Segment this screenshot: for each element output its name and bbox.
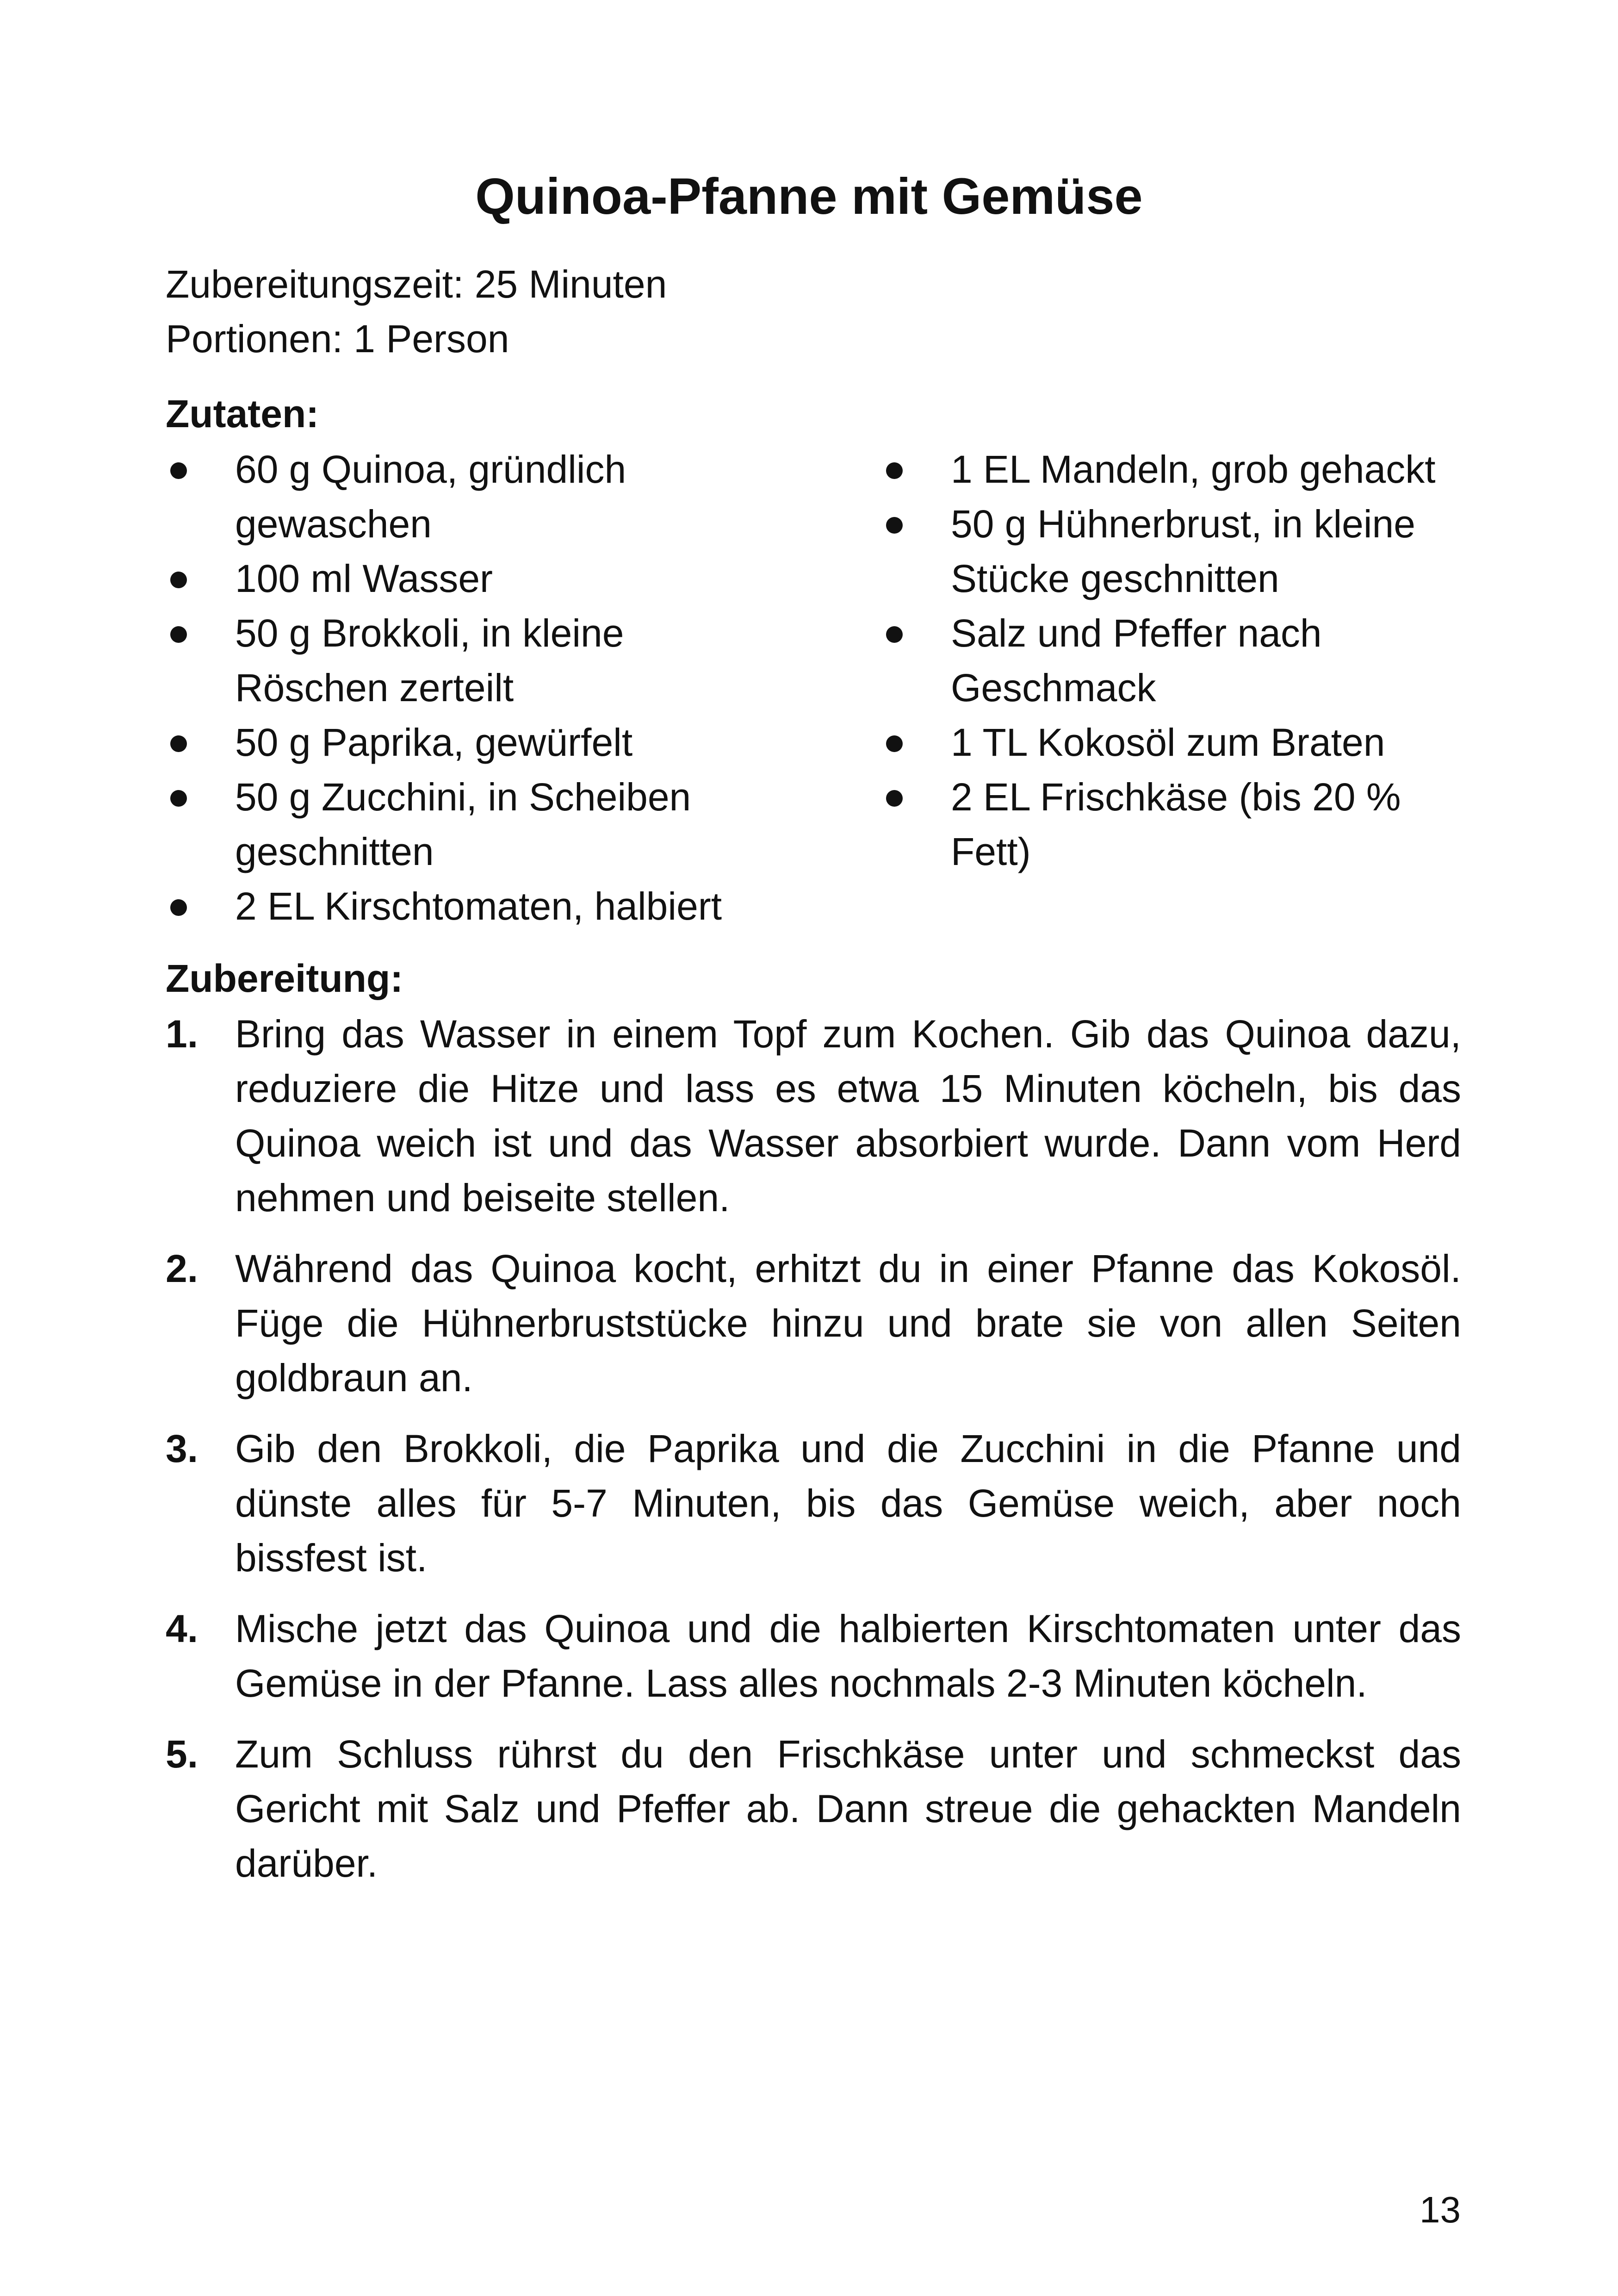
ingredient-item: 1 EL Mandeln, grob gehackt <box>881 442 1460 497</box>
ingredients-heading: Zutaten: <box>166 392 319 436</box>
step-number: 4. <box>166 1607 198 1650</box>
ingredient-item: 2 EL Frischkäse (bis 20 % Fett) <box>881 770 1460 879</box>
step-item <box>166 1601 1461 1711</box>
step-item <box>166 1421 1461 1585</box>
step-text: Zum Schluss rührst du den Frischkäse unter und schmeckst das Gericht mit Salz und Pfeffer ab. Dann streue die gehackten Mandeln darüber. <box>235 1732 1461 1885</box>
step-item <box>166 1241 1461 1405</box>
step-number: 2. <box>166 1247 198 1290</box>
preparation-heading: Zubereitung: <box>166 957 403 1000</box>
step-item <box>166 1727 1461 1891</box>
preparation-steps <box>166 1007 1461 1907</box>
recipe-meta <box>166 257 667 366</box>
ingredient-item: 50 g Zucchini, in Scheiben geschnitten <box>166 770 744 879</box>
ingredients-list-left <box>166 442 744 933</box>
step-number: 5. <box>166 1732 198 1776</box>
step-text: Bring das Wasser in einem Topf zum Kochen. Gib das Quinoa dazu, reduziere die Hitze und lass es etwa 15 Minuten köcheln, bis das Quinoa weich ist und das Wasser absorbiert wurde. Dann vom Herd nehmen und beiseite stellen. <box>235 1012 1461 1220</box>
ingredient-item: 50 g Paprika, gewürfelt <box>166 715 744 770</box>
recipe-title: Quinoa-Pfanne mit Gemüse <box>475 168 1143 225</box>
step-text: Gib den Brokkoli, die Paprika und die Zucchini in die Pfanne und dünste alles für 5-7 Minuten, bis das Gemüse weich, aber noch bissfest ist. <box>235 1427 1461 1580</box>
portions: Portionen: 1 Person <box>166 317 509 361</box>
page-number: 13 <box>1420 2189 1461 2230</box>
ingredient-item: 50 g Brokkoli, in kleine Röschen zerteilt <box>166 606 744 715</box>
prep-time: Zubereitungszeit: 25 Minuten <box>166 262 667 306</box>
ingredients-list-right <box>881 442 1460 879</box>
ingredient-item: Salz und Pfeffer nach Geschmack <box>881 606 1460 715</box>
step-number: 3. <box>166 1427 198 1470</box>
ingredient-item: 60 g Quinoa, gründlich gewaschen <box>166 442 744 551</box>
ingredient-item: 1 TL Kokosöl zum Braten <box>881 715 1460 770</box>
ingredient-item: 100 ml Wasser <box>166 551 744 606</box>
step-number: 1. <box>166 1012 198 1056</box>
step-text: Während das Quinoa kocht, erhitzt du in einer Pfanne das Kokosöl. Füge die Hühnerbruststücke hinzu und brate sie von allen Seiten goldbraun an. <box>235 1247 1461 1400</box>
step-item <box>166 1007 1461 1225</box>
ingredient-item: 2 EL Kirschtomaten, halbiert <box>166 879 744 933</box>
ingredient-item: 50 g Hühnerbrust, in kleine Stücke geschnitten <box>881 497 1460 606</box>
step-text: Mische jetzt das Quinoa und die halbierten Kirschtomaten unter das Gemüse in der Pfanne. Lass alles nochmals 2-3 Minuten köcheln. <box>235 1607 1461 1705</box>
